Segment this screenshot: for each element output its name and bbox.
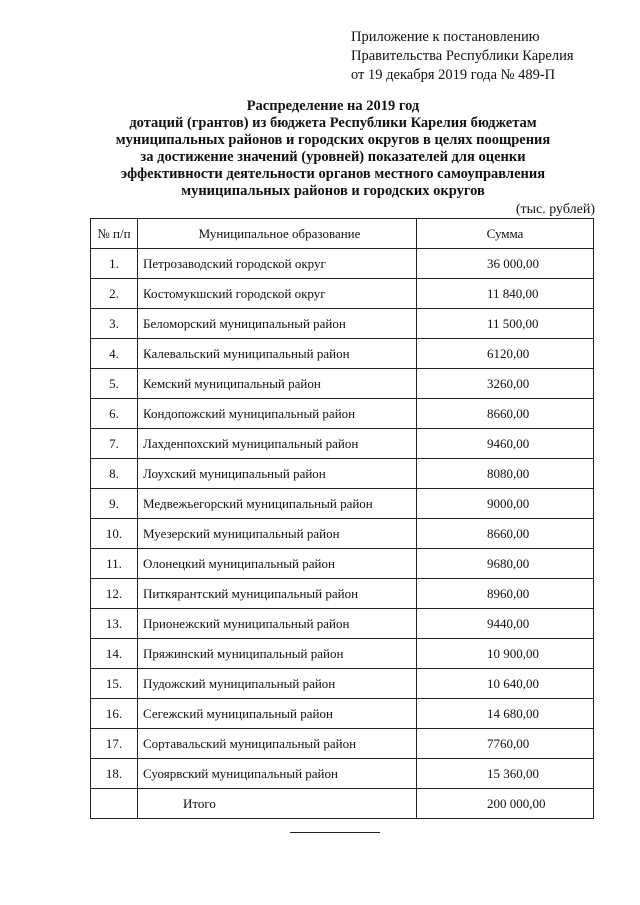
row-num: 7.	[91, 429, 138, 459]
row-sum-cell	[417, 309, 594, 339]
row-sum-cell	[417, 639, 594, 669]
row-sum: 15 360,00	[487, 765, 539, 781]
row-sum: 3260,00	[487, 375, 530, 391]
row-num: 1.	[91, 249, 138, 279]
row-sum: 10 640,00	[487, 675, 539, 691]
row-name: Олонецкий муниципальный район	[138, 549, 417, 579]
row-sum-cell	[417, 669, 594, 699]
table-row	[91, 699, 594, 729]
table-row	[91, 519, 594, 549]
table-row	[91, 309, 594, 339]
row-sum: 9680,00	[487, 555, 530, 571]
table-row	[91, 639, 594, 669]
row-name: Суоярвский муниципальный район	[138, 759, 417, 789]
title-line: дотаций (грантов) из бюджета Республики Карелия бюджетам	[129, 115, 537, 131]
row-num: 10.	[91, 519, 138, 549]
row-sum: 7760,00	[487, 735, 530, 751]
header-name: Муниципальное образование	[138, 219, 417, 249]
row-num: 2.	[91, 279, 138, 309]
row-sum: 9460,00	[487, 435, 530, 451]
row-sum: 8960,00	[487, 585, 530, 601]
row-name: Сегежский муниципальный район	[138, 699, 417, 729]
row-sum-cell	[417, 249, 594, 279]
table-body	[91, 249, 594, 789]
document-title	[90, 98, 576, 200]
total-row	[91, 789, 594, 819]
table-row	[91, 429, 594, 459]
row-sum-cell	[417, 279, 594, 309]
row-sum-cell	[417, 489, 594, 519]
table-header-row	[91, 219, 594, 249]
row-sum-cell	[417, 459, 594, 489]
table-row	[91, 249, 594, 279]
appendix-reference	[351, 28, 574, 85]
row-name: Петрозаводский городской округ	[138, 249, 417, 279]
row-sum-cell	[417, 549, 594, 579]
total-label: Итого	[183, 795, 216, 811]
row-num: 12.	[91, 579, 138, 609]
total-sum: 200 000,00	[487, 795, 546, 811]
row-sum: 8660,00	[487, 405, 530, 421]
table-row	[91, 369, 594, 399]
table-row	[91, 579, 594, 609]
row-num: 15.	[91, 669, 138, 699]
units-note: (тыс. рублей)	[515, 202, 595, 217]
row-sum-cell	[417, 429, 594, 459]
appendix-line: Приложение к постановлению	[351, 29, 540, 45]
row-num: 11.	[91, 549, 138, 579]
row-name: Питкярантский муниципальный район	[138, 579, 417, 609]
row-name: Пряжинский муниципальный район	[138, 639, 417, 669]
total-label-cell	[138, 789, 417, 819]
row-name: Калевальский муниципальный район	[138, 339, 417, 369]
row-num: 5.	[91, 369, 138, 399]
row-name: Сортавальский муниципальный район	[138, 729, 417, 759]
row-sum: 14 680,00	[487, 705, 539, 721]
row-name: Муезерский муниципальный район	[138, 519, 417, 549]
table-row	[91, 279, 594, 309]
row-num: 13.	[91, 609, 138, 639]
row-name: Костомукшский городской округ	[138, 279, 417, 309]
row-name: Беломорский муниципальный район	[138, 309, 417, 339]
row-name: Лахденпохский муниципальный район	[138, 429, 417, 459]
row-sum: 8660,00	[487, 525, 530, 541]
row-sum-cell	[417, 579, 594, 609]
table-row	[91, 339, 594, 369]
row-sum-cell	[417, 519, 594, 549]
row-num: 9.	[91, 489, 138, 519]
row-sum: 9000,00	[487, 495, 530, 511]
total-sum-cell	[417, 789, 594, 819]
row-num: 18.	[91, 759, 138, 789]
table-row	[91, 549, 594, 579]
row-sum: 36 000,00	[487, 255, 539, 271]
row-name: Прионежский муниципальный район	[138, 609, 417, 639]
header-num: № п/п	[91, 219, 138, 249]
table-row	[91, 669, 594, 699]
row-name: Пудожский муниципальный район	[138, 669, 417, 699]
row-name: Медвежьегорский муниципальный район	[138, 489, 417, 519]
total-num-cell	[91, 789, 138, 819]
row-num: 4.	[91, 339, 138, 369]
table-row	[91, 609, 594, 639]
table-row	[91, 759, 594, 789]
header-sum: Сумма	[417, 219, 594, 249]
title-line: Распределение на 2019 год	[246, 98, 420, 114]
row-sum: 9440,00	[487, 615, 530, 631]
table-row	[91, 399, 594, 429]
appendix-line: Правительства Республики Карелия	[351, 48, 574, 64]
row-num: 14.	[91, 639, 138, 669]
row-num: 16.	[91, 699, 138, 729]
row-sum-cell	[417, 339, 594, 369]
row-sum-cell	[417, 759, 594, 789]
row-sum: 11 840,00	[487, 285, 539, 301]
row-sum: 11 500,00	[487, 315, 539, 331]
table-row	[91, 459, 594, 489]
table-row	[91, 729, 594, 759]
row-num: 8.	[91, 459, 138, 489]
title-line: эффективности деятельности органов местного самоуправления	[120, 166, 546, 182]
table-row	[91, 489, 594, 519]
row-name: Лоухский муниципальный район	[138, 459, 417, 489]
row-name: Кемский муниципальный район	[138, 369, 417, 399]
row-sum-cell	[417, 609, 594, 639]
row-num: 17.	[91, 729, 138, 759]
row-sum-cell	[417, 369, 594, 399]
title-line: муниципальных районов и городских округов	[181, 183, 485, 199]
row-num: 6.	[91, 399, 138, 429]
row-num: 3.	[91, 309, 138, 339]
appendix-line: от 19 декабря 2019 года № 489-П	[351, 67, 556, 83]
row-sum: 6120,00	[487, 345, 530, 361]
row-sum-cell	[417, 699, 594, 729]
row-sum-cell	[417, 399, 594, 429]
distribution-table	[90, 218, 594, 819]
row-sum: 10 900,00	[487, 645, 539, 661]
row-name: Кондопожский муниципальный район	[138, 399, 417, 429]
row-sum: 8080,00	[487, 465, 530, 481]
title-line: за достижение значений (уровней) показателей для оценки	[140, 149, 526, 165]
row-sum-cell	[417, 729, 594, 759]
closing-rule	[290, 832, 380, 833]
title-line: муниципальных районов и городских округов в целях поощрения	[115, 132, 551, 148]
